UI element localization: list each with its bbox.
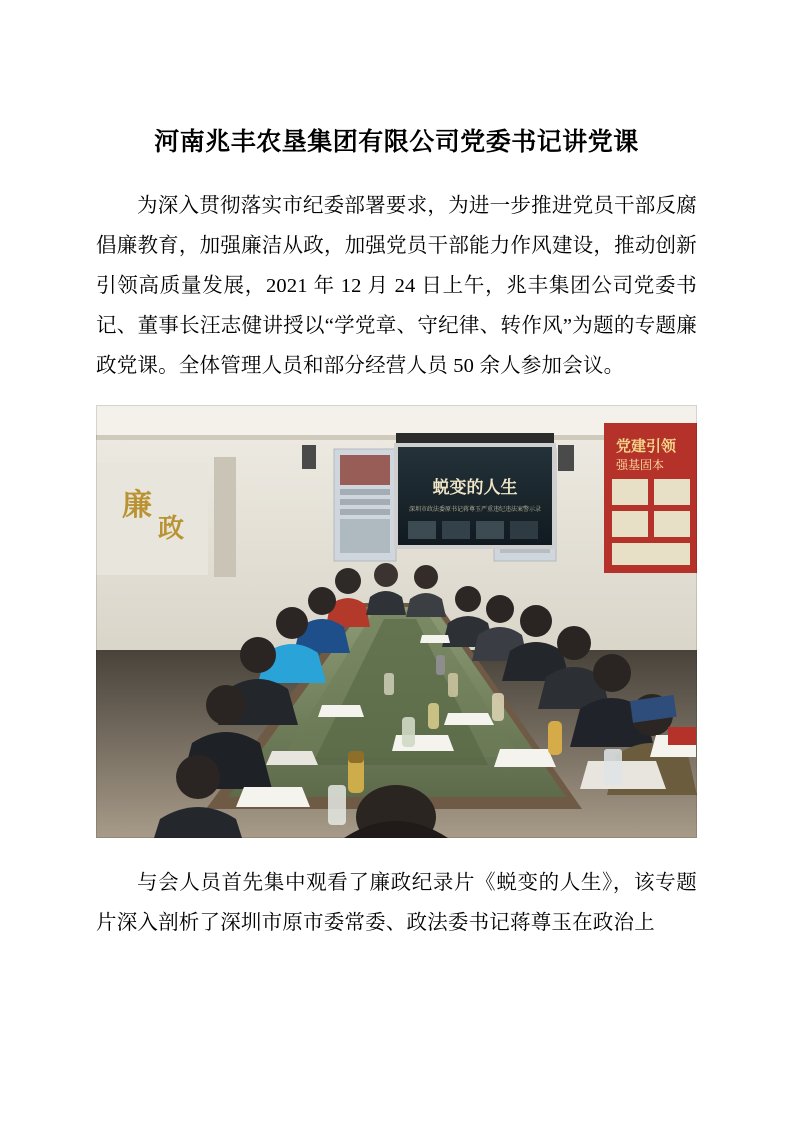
meeting-photo — [96, 405, 697, 838]
svg-text:强基固本: 强基固本 — [616, 457, 665, 472]
paragraph-2: 与会人员首先集中观看了廉政纪录片《蜕变的人生》，该专题片深入剖析了深圳市原市委常委、政法委书记蒋尊玉在政治上 — [96, 871, 697, 934]
svg-text:深圳市政法委原书记蒋尊玉严重违纪违法案警示录: 深圳市政法委原书记蒋尊玉严重违纪违法案警示录 — [408, 505, 542, 513]
svg-text:廉: 廉 — [122, 487, 152, 523]
svg-text:党建引领: 党建引领 — [616, 436, 677, 455]
page-title: 河南兆丰农垦集团有限公司党委书记讲党课 — [154, 127, 639, 156]
meeting-photo-illustration — [96, 405, 697, 838]
svg-text:政: 政 — [158, 513, 185, 544]
paragraph-1: 为深入贯彻落实市纪委部署要求，为进一步推进党员干部反腐倡廉教育，加强廉洁从政，加强党员干部能力作风建设，推动创新引领高质量发展，2021 年 12 月 24 日上午，兆丰集团公司党委书记、董事长汪志健讲授以“学党章、守纪律、转作风”为题的专题廉政党课。全体管理人员和部分经营人员 50 余人参加会议。 — [96, 195, 697, 377]
svg-text:蜕变的人生: 蜕变的人生 — [432, 477, 518, 498]
